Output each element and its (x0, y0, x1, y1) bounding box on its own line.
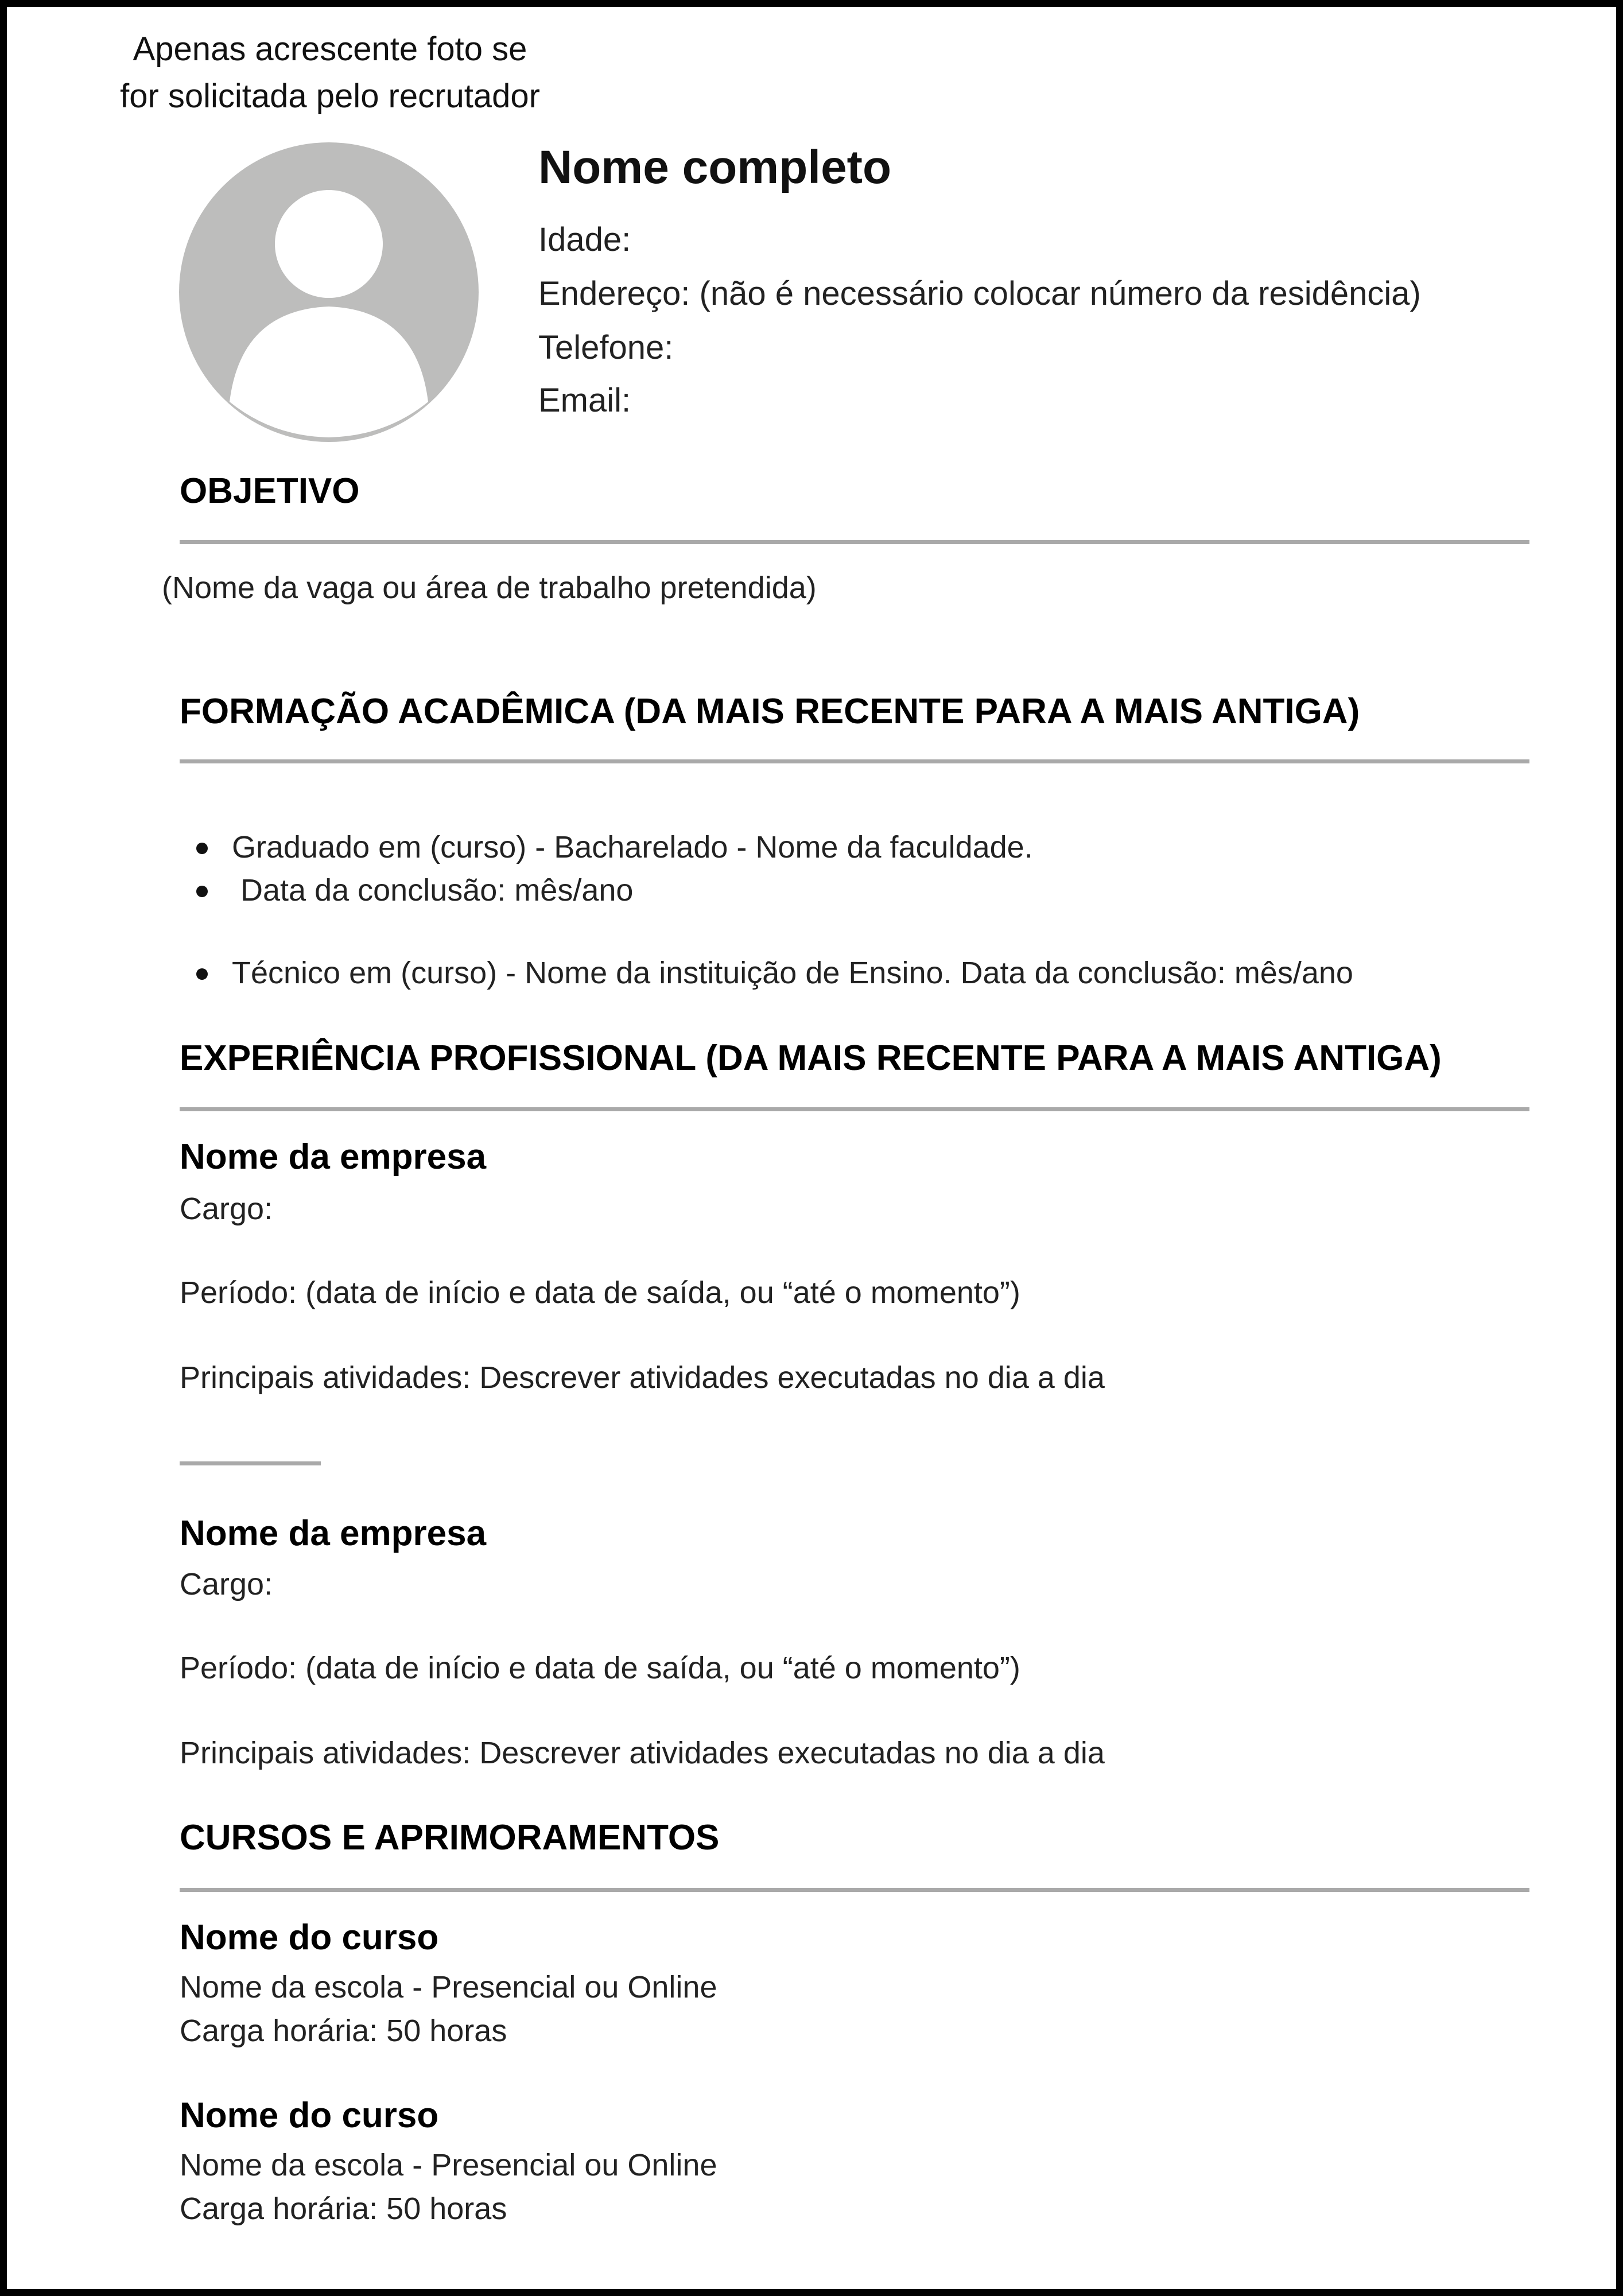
phone-label: Telefone: (538, 329, 674, 366)
objective-divider (180, 540, 1529, 544)
email-label: Email: (538, 382, 631, 419)
education-item: Graduado em (curso) - Bacharelado - Nome da faculdade. (232, 830, 1033, 864)
course-school: Nome da escola - Presencial ou Online (180, 1970, 717, 2004)
experience-heading: EXPERIÊNCIA PROFISSIONAL (DA MAIS RECENTE PARA A MAIS ANTIGA) (180, 1038, 1442, 1078)
course-hours: Carga horária: 50 horas (180, 2192, 507, 2226)
course-hours: Carga horária: 50 horas (180, 2014, 507, 2048)
course-name: Nome do curso (180, 1918, 439, 1957)
photo-note-line-2: for solicitada pelo recrutador (120, 77, 540, 115)
full-name: Nome completo (538, 141, 892, 193)
courses-divider (180, 1888, 1529, 1892)
user-silhouette-icon (179, 142, 479, 442)
course-school: Nome da escola - Presencial ou Online (180, 2148, 717, 2182)
education-divider (180, 759, 1529, 763)
bullet-icon (196, 968, 208, 980)
objective-text: (Nome da vaga ou área de trabalho pretendida) (162, 571, 817, 605)
address-label: Endereço: (não é necessário colocar número da residência) (538, 275, 1421, 312)
job-role: Cargo: (180, 1192, 273, 1226)
education-item: Técnico em (curso) - Nome da instituição de Ensino. Data da conclusão: mês/ano (232, 956, 1353, 990)
company-name: Nome da empresa (180, 1514, 487, 1553)
job-activities: Principais atividades: Descrever atividades executadas no dia a dia (180, 1360, 1105, 1395)
education-item: Data da conclusão: mês/ano (232, 873, 634, 907)
job-period: Período: (data de início e data de saída, ou “até o momento”) (180, 1275, 1020, 1310)
job-period: Período: (data de início e data de saída, ou “até o momento”) (180, 1651, 1020, 1685)
job-role: Cargo: (180, 1567, 273, 1601)
experience-divider (180, 1107, 1529, 1111)
photo-note-line-1: Apenas acrescente foto se (133, 30, 527, 68)
course-name: Nome do curso (180, 2096, 439, 2135)
education-heading: FORMAÇÃO ACADÊMICA (DA MAIS RECENTE PARA A MAIS ANTIGA) (180, 692, 1360, 731)
objective-heading: OBJETIVO (180, 471, 360, 511)
bullet-icon (196, 843, 208, 854)
company-name: Nome da empresa (180, 1137, 487, 1177)
age-label: Idade: (538, 221, 631, 258)
photo-note (86, 26, 574, 120)
courses-heading: CURSOS E APRIMORAMENTOS (180, 1818, 720, 1857)
job-activities: Principais atividades: Descrever atividades executadas no dia a dia (180, 1736, 1105, 1770)
bullet-icon (196, 886, 208, 897)
job-separator (180, 1461, 321, 1465)
